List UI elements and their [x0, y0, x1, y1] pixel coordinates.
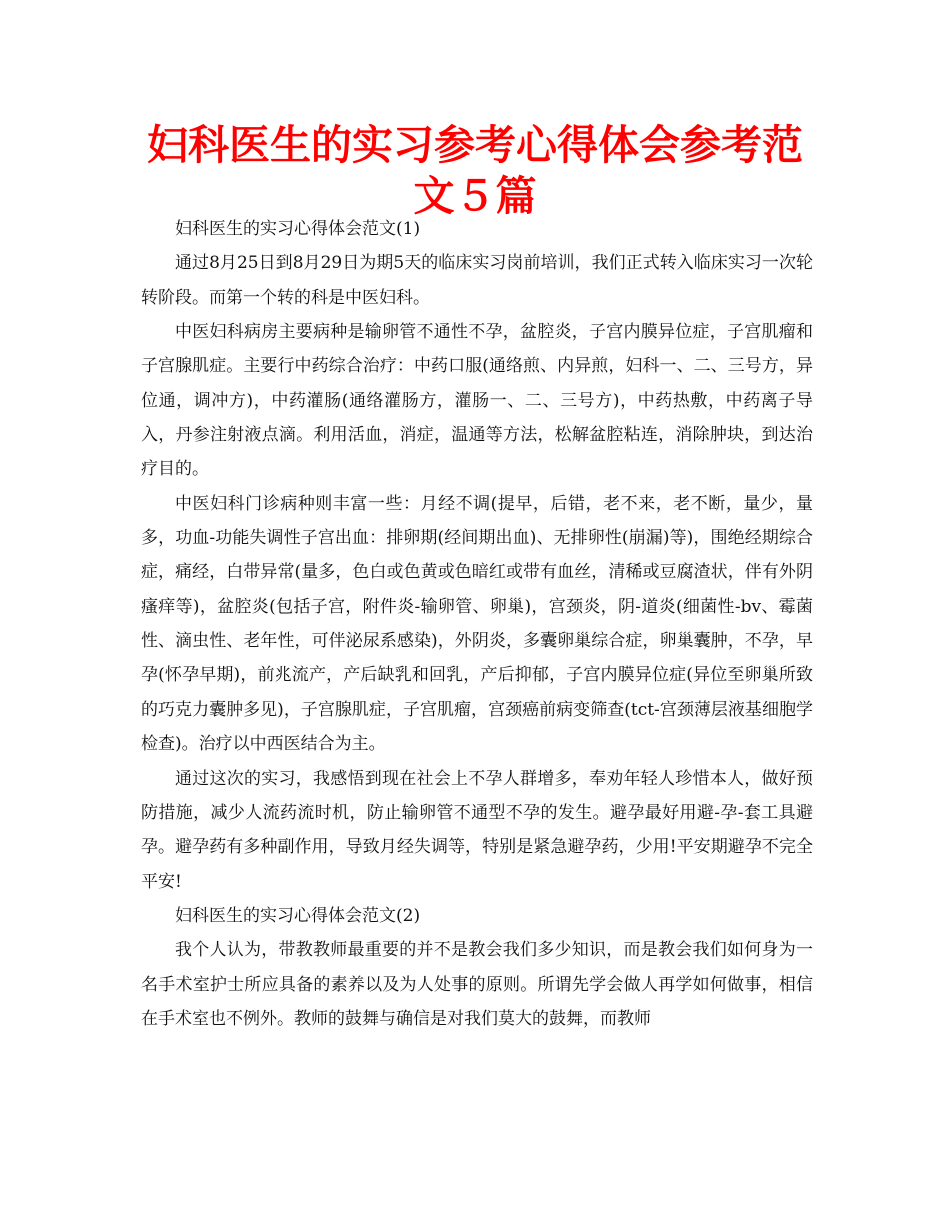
paragraph: 通过这次的实习，我感悟到现在社会上不孕人群增多，奉劝年轻人珍惜本人，做好预防措施，减少人流药流时机，防止输卵管不通型不孕的发生。避孕最好用避-孕-套工具避孕。避孕药有多种副作用，导致月经失调等，特别是紧急避孕药，少用!平安期避孕不完全平安! — [141, 768, 813, 892]
section-heading-2: 妇科医生的实习心得体会范文(2) — [175, 905, 421, 926]
document-title: 妇科医生的实习参考心得体会参考范文５篇 — [147, 121, 803, 220]
section-heading-1: 妇科医生的实习心得体会范文(1) — [175, 219, 421, 239]
paragraph: 中医妇科门诊病种则丰富一些：月经不调(提早，后错，老不来，老不断，量少，量多，功血-功能失调性子宫出血：排卵期(经间期出血)、无排卵性(崩漏)等)，围绝经期综合症，痛经，白带异常(量多，色白或色黄或色暗红或带有血丝，清稀或豆腐渣状，伴有外阴瘙痒等)，盆腔炎(包括子宫，附件炎-输卵管、卵巢)，宫颈炎，阴-道炎(细菌性-bv、霉菌性、滴虫性、老年性，可伴泌尿系感染)，外阴炎，多囊卵巢综合症，卵巢囊肿，不孕，早孕(怀孕早期)，前兆流产，产后缺乳和回乳，产后抑郁，子宫内膜异位症(异位至卵巢所致的巧克力囊肿多见)，子宫腺肌症，子宫肌瘤，宫颈癌前病变筛查(tct-宫颈薄层液基细胞学检查)。治疗以中西医结合为主。 — [141, 493, 813, 755]
paragraph: 中医妇科病房主要病种是输卵管不通性不孕，盆腔炎，子宫内膜异位症，子宫肌瘤和子宫腺肌症。主要行中药综合治疗：中药口服(通络煎、内异煎，妇科一、二、三号方，异位通，调冲方)，中药灌肠(通络灌肠方，灌肠一、二、三号方)，中药热敷，中药离子导入，丹参注射液点滴。利用活血，消症，温通等方法，松解盆腔粘连，消除肿块，到达治疗目的。 — [141, 322, 813, 480]
paragraph: 通过8月25日到8月29日为期5天的临床实习岗前培训，我们正式转入临床实习一次轮转阶段。而第一个转的科是中医妇科。 — [141, 253, 813, 308]
paragraph: 我个人认为，带教教师最重要的并不是教会我们多少知识，而是教会我们如何身为一名手术室护士所应具备的素养以及为人处事的原则。所谓先学会做人再学如何做事，相信在手术室也不例外。教师的鼓舞与确信是对我们莫大的鼓舞，而教师 — [141, 940, 813, 1029]
document-body — [141, 212, 813, 1036]
